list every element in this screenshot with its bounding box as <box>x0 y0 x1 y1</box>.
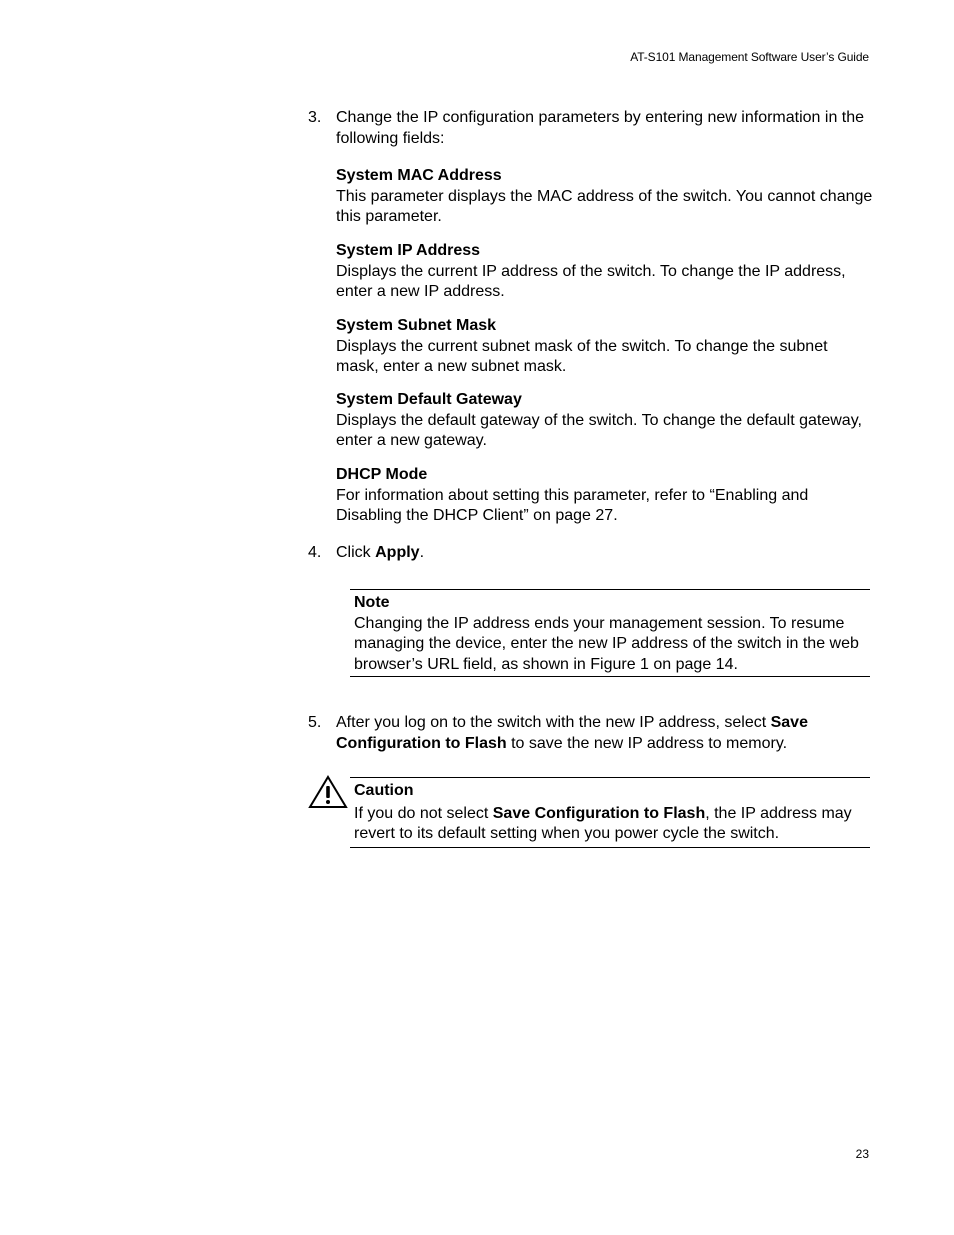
step-number: 3. <box>308 109 322 126</box>
caution-title: Caution <box>354 782 414 799</box>
field-description: This parameter displays the MAC address of the switch. You cannot change this parameter. <box>336 187 873 225</box>
field-title: DHCP Mode <box>336 466 428 483</box>
note-text: Changing the IP address ends your management session. To resume managing the device, enter the new IP address of the switch in the web browser’s URL field, as shown in Figure 1 on page 14. <box>354 614 859 673</box>
page-number: 23 <box>855 1147 869 1161</box>
save-configuration-reference: Save Configuration to Flash <box>492 804 706 822</box>
caution-text-suffix: , the IP address may revert to its default setting when you power cycle the switch. <box>354 804 852 842</box>
step-text: Change the IP configuration parameters by entering new information in the following fields: <box>336 109 865 147</box>
apply-reference: Apply <box>375 544 420 561</box>
caution-box <box>350 777 870 848</box>
note-title: Note <box>354 594 390 611</box>
step-text <box>336 713 873 754</box>
step-text-suffix: . <box>419 544 425 561</box>
step-text <box>336 543 873 564</box>
field-title: System MAC Address <box>336 167 502 184</box>
field-description: Displays the default gateway of the switch. To change the default gateway, enter a new gateway. <box>336 411 862 449</box>
field-title: System Default Gateway <box>336 391 522 408</box>
field-dhcp-mode <box>336 465 873 527</box>
step-4 <box>308 543 873 564</box>
field-title: System IP Address <box>336 242 481 259</box>
step-text-prefix: Click <box>336 544 376 561</box>
step-3 <box>308 108 873 149</box>
step-number: 4. <box>308 544 322 561</box>
save-configuration-reference: Save Configuration to Flash <box>336 714 808 752</box>
field-system-mac-address <box>336 166 873 228</box>
field-system-default-gateway <box>336 390 873 452</box>
field-system-subnet-mask <box>336 316 873 378</box>
field-description: Displays the current IP address of the switch. To change the IP address, enter a new IP address. <box>336 262 846 300</box>
warning-triangle-icon <box>308 775 348 809</box>
step-text-prefix: After you log on to the switch with the new IP address, select <box>336 714 771 731</box>
caution-text <box>354 804 870 845</box>
step-5 <box>308 713 873 754</box>
note-box <box>350 589 870 677</box>
field-description: Displays the current subnet mask of the switch. To change the subnet mask, enter a new subnet mask. <box>336 337 828 375</box>
field-system-ip-address <box>336 241 873 303</box>
field-description: For information about setting this parameter, refer to “Enabling and Disabling the DHCP Client” on page 27. <box>336 486 809 524</box>
running-header: AT-S101 Management Software User’s Guide <box>630 50 869 64</box>
step-number: 5. <box>308 714 322 731</box>
caution-text-prefix: If you do not select <box>354 804 493 822</box>
field-title: System Subnet Mask <box>336 317 497 334</box>
step-text-suffix: to save the new IP address to memory. <box>506 734 788 752</box>
